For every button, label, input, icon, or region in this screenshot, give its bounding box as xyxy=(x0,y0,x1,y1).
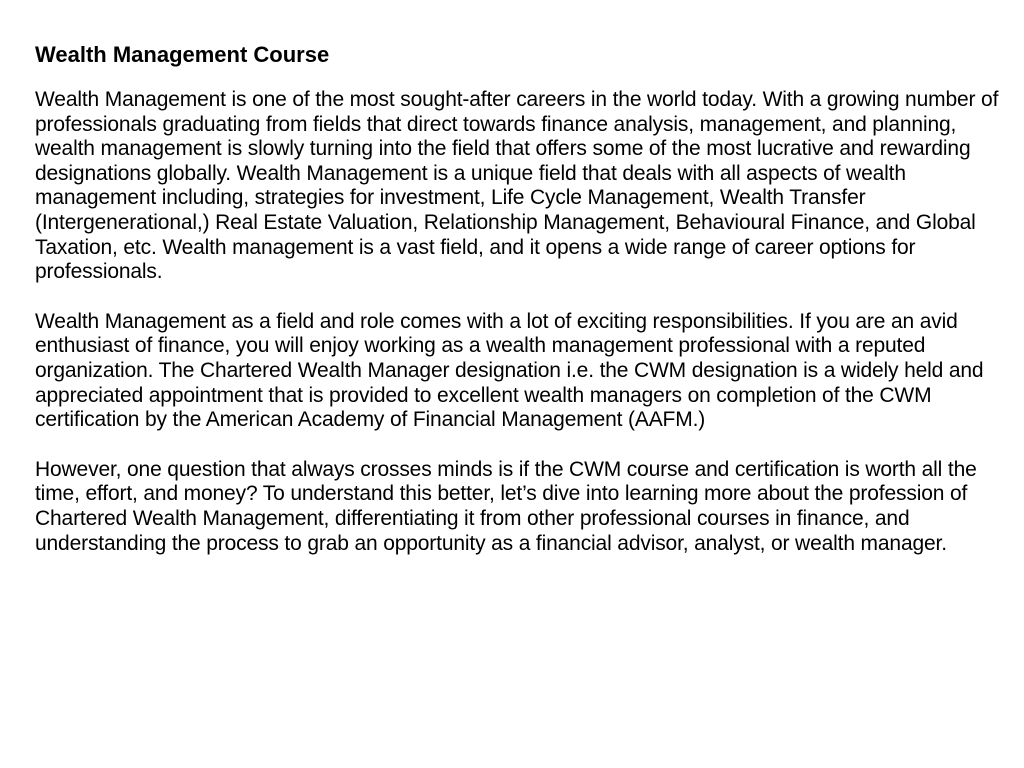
page-title: Wealth Management Course xyxy=(35,42,330,67)
paragraph-question: However, one question that always crosses minds is if the CWM course and certification is worth all the time, effort, and money? To understand this better, let’s dive into learning more about the profession of Chartered Wealth Management, differentiating it from other professional courses in finance, and understanding the process to grab an opportunity as a financial advisor, analyst, or wealth manager. xyxy=(35,457,977,555)
paragraph-intro: Wealth Management is one of the most sought-after careers in the world today. With a growing number of professionals graduating from fields that direct towards finance analysis, management, and planning, wealth management is slowly turning into the field that offers some of the most lucrative and rewarding designations globally. Wealth Management is a unique field that deals with all aspects of wealth management including, strategies for investment, Life Cycle Management, Wealth Transfer (Intergenerational,) Real Estate Valuation, Relationship Management, Behavioural Finance, and Global Taxation, etc. Wealth management is a vast field, and it opens a wide range of career options for professionals. xyxy=(35,88,999,284)
paragraph-responsibilities: Wealth Management as a field and role comes with a lot of exciting responsibilities. If you are an avid enthusiast of finance, you will enjoy working as a wealth management professional with a reputed organization. The Chartered Wealth Manager designation i.e. the CWM designation is a widely held and appreciated appointment that is provided to excellent wealth managers on completion of the CWM certification by the American Academy of Financial Management (AAFM.) xyxy=(35,309,984,432)
